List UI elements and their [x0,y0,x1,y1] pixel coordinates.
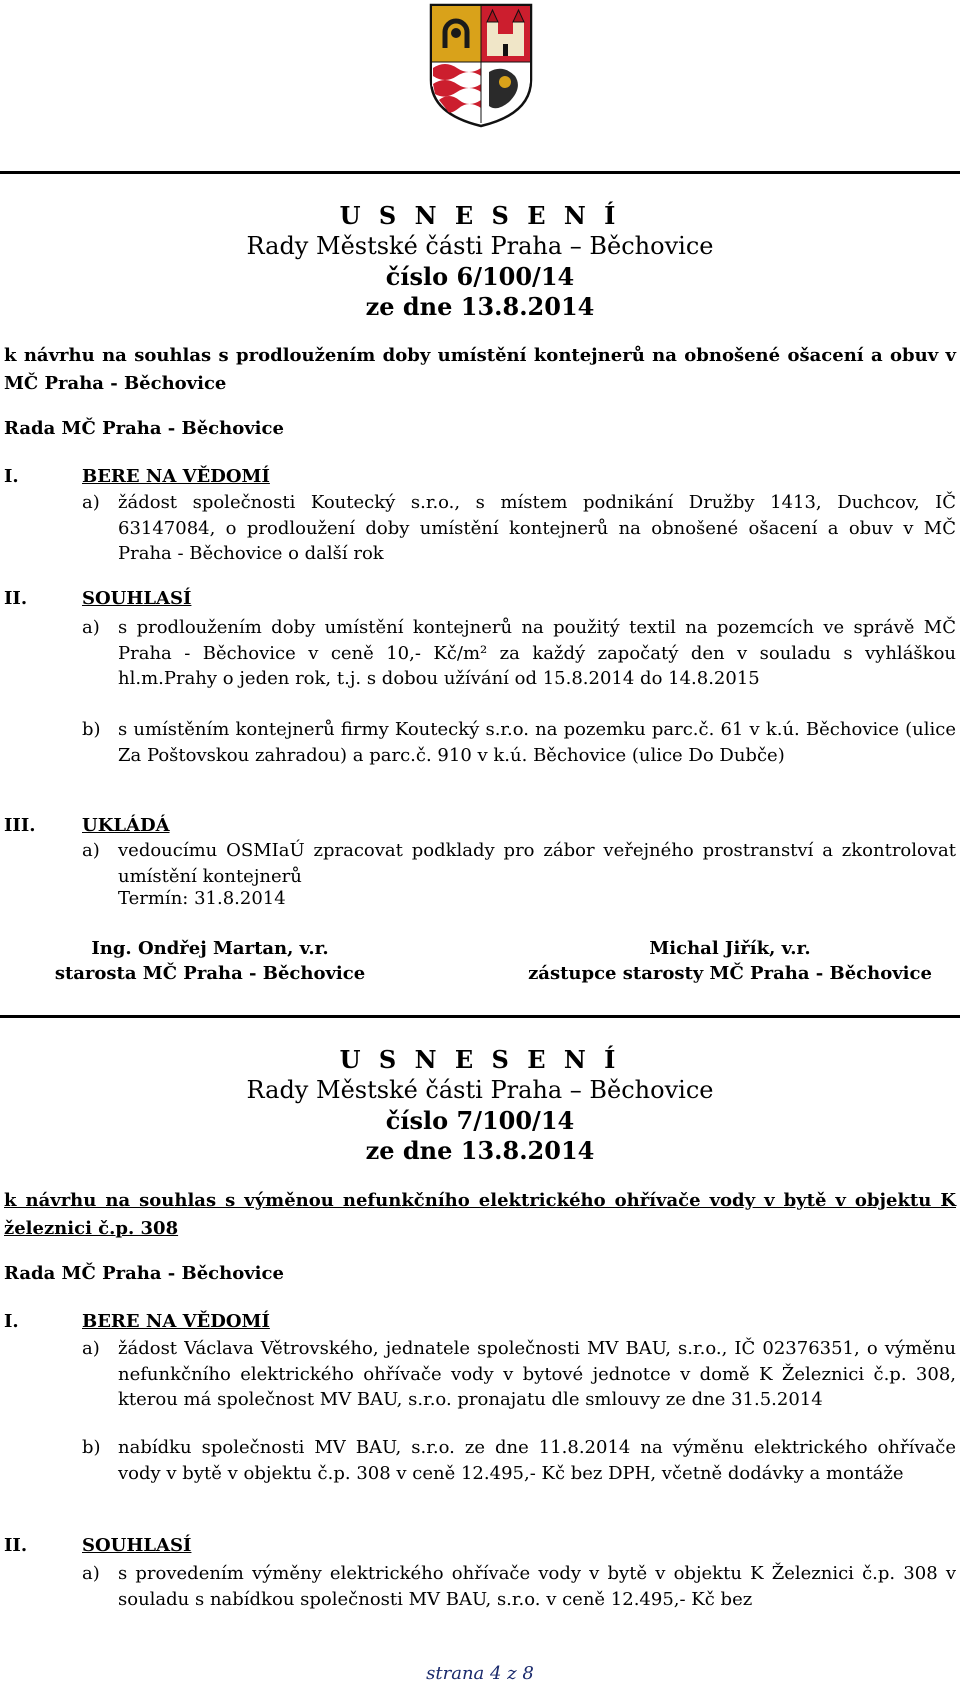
section-title: SOUHLASÍ [82,588,192,609]
item-letter: a) [82,617,100,638]
signatory-role: starosta MČ Praha - Běchovice [54,963,366,984]
council-label: Rada MČ Praha - Běchovice [4,1263,284,1284]
signature-mayor [40,936,380,986]
signatory-role: zástupce starosty MČ Praha - Běchovice [528,963,932,984]
top-rule [0,171,960,174]
item-text: vedoucímu OSMIaÚ zpracovat podklady pro zábor veřejného prostranství a zkontrolovat umístění kontejnerů [118,840,956,887]
item-text: s provedením výměny elektrického ohřívače vody v bytě v objektu K Železnici č.p. 308 v souladu s nabídkou společnosti MV BAU, s.r.o. v ceně 12.495,- Kč bez [118,1563,956,1610]
list-item [82,1336,956,1413]
section-title: BERE NA VĚDOMÍ [82,466,270,487]
list-item [82,490,956,567]
item-text: nabídku společnosti MV BAU, s.r.o. ze dne 11.8.2014 na výměnu elektrického ohřívače vody v bytě v objektu č.p. 308 v ceně 12.495,- Kč bez DPH, včetně dodávky a montáže [118,1437,956,1484]
section-title: SOUHLASÍ [82,1535,192,1556]
resolution-body: Rady Městské části Praha – Běchovice [246,1076,714,1104]
resolution-body: Rady Městské části Praha – Běchovice [246,232,714,260]
separator-rule [0,1015,960,1018]
section-title: UKLÁDÁ [82,815,170,836]
list-item [82,717,956,768]
item-text: s umístěním kontejnerů firmy Koutecký s.r.o. na pozemku parc.č. 61 v k.ú. Běchovice (ulice Za Poštovskou zahradou) a parc.č. 910 v k.ú. Běchovice (ulice Do Dubče) [118,719,956,766]
resolution-heading: U S N E S E N Í [339,1045,621,1074]
section-number: III. [4,815,36,836]
resolution-number: číslo 7/100/14 [385,1106,575,1135]
item-text: s prodloužením doby umístění kontejnerů na použitý textil na pozemcích ve správě MČ Praha - Běchovice v ceně 10,- Kč/m² za každý započatý den v souladu s vyhláškou hl.m.Prahy o jeden rok, t.j. s dobou užívání od 15.8.2014 do 14.8.2015 [118,617,956,689]
item-text: žádost společnosti Koutecký s.r.o., s místem podnikání Družby 1413, Duchcov, IČ 63147084, o prodloužení doby umístění kontejnerů na obnošené ošacení a obuv v MČ Praha - Běchovice o další rok [118,492,956,564]
signature-deputy [500,936,960,986]
resolution-heading: U S N E S E N Í [339,201,621,230]
section-title: BERE NA VĚDOMÍ [82,1311,270,1332]
council-label: Rada MČ Praha - Běchovice [4,418,284,439]
resolution-date: ze dne 13.8.2014 [365,1136,595,1165]
resolution-subject: k návrhu na souhlas s výměnou nefunkčního elektrického ohřívače vody v bytě v objektu K železnici č.p. 308 [4,1190,956,1239]
list-item [82,1561,956,1612]
section-number: I. [4,1311,19,1332]
section-number: II. [4,1535,28,1556]
signatory-name: Ing. Ondřej Martan, v.r. [91,938,329,959]
item-text: žádost Václava Větrovského, jednatele společnosti MV BAU, s.r.o., IČ 02376351, o výměnu nefunkčního elektrického ohřívače vody v bytové jednotce v domě K Železnici č.p. 308, kterou má společnost MV BAU, s.r.o. pronajatu dle smlouvy ze dne 31.5.2014 [118,1338,956,1410]
signatory-name: Michal Jiřík, v.r. [649,938,811,959]
list-item [82,615,956,692]
resolution-date: ze dne 13.8.2014 [365,292,595,321]
section-number: I. [4,466,19,487]
resolution-subject: k návrhu na souhlas s prodloužením doby umístění kontejnerů na obnošené ošacení a obuv v MČ Praha - Běchovice [4,345,956,394]
list-item [82,838,956,889]
item-letter: b) [82,719,101,740]
item-letter: a) [82,840,100,861]
item-letter: a) [82,1563,100,1584]
item-letter: b) [82,1437,101,1458]
resolution-number: číslo 6/100/14 [385,262,575,291]
item-letter: a) [82,1338,100,1359]
item-letter: a) [82,492,100,513]
section-number: II. [4,588,28,609]
page-number: strana 4 z 8 [426,1663,534,1684]
municipal-crest [427,2,535,128]
deadline: Termín: 31.8.2014 [118,888,286,909]
list-item [82,1435,956,1486]
